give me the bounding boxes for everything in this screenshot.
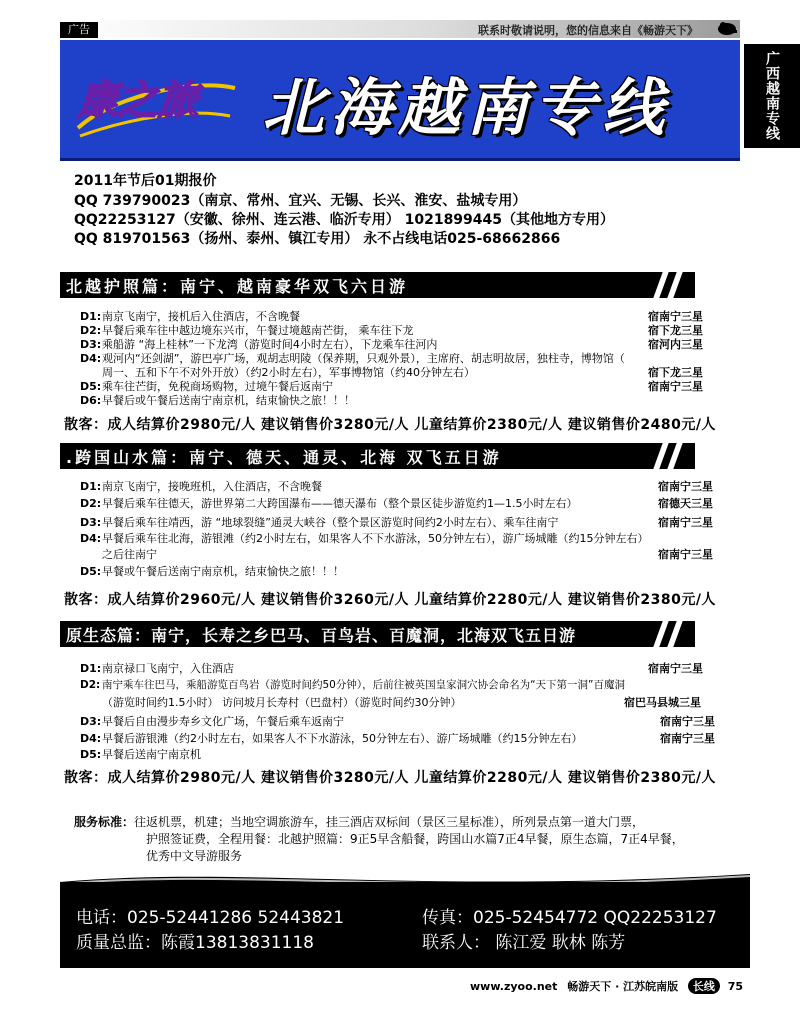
itinerary-line: （游览时间约1.5小时） 访问坡月长寿村（巴盘村）（游览时间约30分钟） xyxy=(102,696,462,709)
bar-slash xyxy=(653,443,668,469)
itinerary-line: D3:乘船游 “海上桂林”一下龙湾（游览时间4小时左右），下龙乘车往河内 xyxy=(80,338,438,351)
quote-qq-1: QQ 739790023（南京、常州、宜兴、无锡、长兴、淮安、盐城专用） xyxy=(74,193,527,209)
stay-note: 宿南宁三星 xyxy=(648,380,703,393)
service-line: 服务标准：往返机票，机建；当地空调旅游车，挂三酒店双标间（景区三星标准），所列景点第一道大门票， xyxy=(74,815,645,829)
section-title: 原生态篇：南宁，长寿之乡巴马、百鸟岩、百魔洞，北海双飞五日游 xyxy=(66,626,577,645)
quote-qq-2: QQ22253127（安徽、徐州、连云港、临沂专用） 1021899445（其他地方专用） xyxy=(74,212,615,228)
stay-note: 宿南宁三星 xyxy=(648,310,703,323)
itinerary-line: D4:观河内“还剑湖”，游巴亭广场，观胡志明陵（保养期，只观外景），主席府、胡志明故居，独柱寺，博物馆（ xyxy=(80,352,625,365)
quote-period: 2011年节后01期报价 xyxy=(74,173,217,189)
ad-tag: 广告 xyxy=(60,22,98,38)
stay-note: 宿下龙三星 xyxy=(648,366,703,379)
section-title: .跨国山水篇：南宁、德天、通灵、北海 双飞五日游 xyxy=(66,448,502,467)
page-footer xyxy=(470,978,743,994)
contact-persons: 联系人： 陈江爱 耿林 陈芳 xyxy=(422,933,626,953)
itinerary-line: D1:南京飞南宁，接晚班机，入住酒店，不含晚餐 xyxy=(80,480,322,493)
stay-note: 宿下龙三星 xyxy=(648,324,703,337)
itinerary-line: D2:早餐后乘车往中越边境东兴市，午餐过境越南芒街， 乘车往下龙 xyxy=(80,324,414,337)
stay-note: 宿南宁三星 xyxy=(660,732,715,745)
section-title: 北越护照篇：南宁、越南豪华双飞六日游 xyxy=(66,277,409,296)
stay-note: 宿南宁三星 xyxy=(658,480,713,493)
price-line: 散客：成人结算价2960元/人 建议销售价3260元/人 儿童结算价2280元/人 建议销售价2380元/人 xyxy=(64,592,716,608)
stay-note: 宿南宁三星 xyxy=(648,662,703,675)
itinerary-line: 周一、五和下午不对外开放）（约2小时左右），军事博物馆（约40分钟左右） xyxy=(102,366,475,379)
itinerary-line: D3:早餐后乘车往靖西，游 “地球裂缝”通灵大峡谷（整个景区游览时间约2小时左右）、乘车往南宁 xyxy=(80,516,559,529)
itinerary-line: D4:早餐后乘车往北海，游银滩（约2小时左右，如果客人不下水游泳，50分钟左右），游广场城雕（约15分钟左右） xyxy=(80,532,649,545)
bar-slash xyxy=(667,621,682,647)
banner-title: 北海越南专线 xyxy=(262,71,671,144)
bar-slash xyxy=(667,272,682,298)
itinerary-line: D5:乘车往芒街，免税商场购物，过境午餐后返南宁 xyxy=(80,380,333,393)
itinerary-line: D5:早餐或午餐后送南宁南京机，结束愉快之旅！！！ xyxy=(80,565,344,578)
quote-qq-3: QQ 819701563（扬州、泰州、镇江专用） 永不占线电话025-68662866 xyxy=(74,231,561,247)
magazine-name: 畅游天下 · 江苏皖南版 xyxy=(567,980,679,993)
itinerary-line: D1:南京禄口飞南宁，入住酒店 xyxy=(80,662,234,675)
itinerary-line: D3:早餐后自由漫步寿乡文化广场，午餐后乘车返南宁 xyxy=(80,715,344,728)
section-pill: 长线 xyxy=(688,978,720,994)
service-label: 服务标准： xyxy=(74,815,135,829)
bar-slash xyxy=(667,443,682,469)
svg-text:康之旅: 康之旅 xyxy=(78,78,198,124)
logo xyxy=(70,58,240,144)
mascot-icon xyxy=(716,18,738,36)
quality-supervisor: 质量总监：陈霞13813831118 xyxy=(76,933,314,953)
section-header xyxy=(60,272,695,298)
stay-note: 宿南宁三星 xyxy=(658,548,713,561)
itinerary-line: D4:早餐后游银滩（约2小时左右，如果客人不下水游泳，50分钟左右）、游广场城雕（约15分钟左右） xyxy=(80,732,583,745)
price-line: 散客：成人结算价2980元/人 建议销售价3280元/人 儿童结算价2280元/人 建议销售价2380元/人 xyxy=(64,770,716,786)
site-url: www.zyoo.net xyxy=(470,980,558,993)
stay-note: 宿河内三星 xyxy=(648,338,703,351)
service-line: 优秀中文导游服务 xyxy=(146,849,243,863)
itinerary-line: 之后往南宁 xyxy=(102,548,157,561)
service-line: 护照签证费，全程用餐：北越护照篇：9正5早含船餐，跨国山水篇7正4早餐，原生态篇，7正4早餐， xyxy=(146,832,684,846)
bar-slash xyxy=(653,272,668,298)
itinerary-line: D2: 南宁乘车往巴马，乘船游览百鸟岩（游览时间约50分钟），后前往被英国皇家洞穴协会命名为“天下第一洞”百魔洞 xyxy=(80,679,625,691)
page-number: 75 xyxy=(727,980,744,993)
stay-note: 宿南宁三星 xyxy=(660,715,715,728)
top-note: 联系时敬请说明，您的信息来自《畅游天下》 xyxy=(478,24,698,37)
stay-note: 宿巴马县城三星 xyxy=(624,696,701,709)
itinerary-line: D1:南京飞南宁，接机后入住酒店，不含晚餐 xyxy=(80,310,300,323)
itinerary-line: D5:早餐后送南宁南京机 xyxy=(80,748,201,761)
stay-note: 宿德天三星 xyxy=(658,497,713,510)
itinerary-line: D2:早餐后乘车往德天，游世界第二大跨国瀑布——德天瀑布（整个景区徒步游览约1—1.5小时左右） xyxy=(80,497,578,510)
section-header xyxy=(60,443,695,469)
bar-slash xyxy=(653,621,668,647)
itinerary-line: D6:早餐后或午餐后送南宁南京机，结束愉快之旅！！！ xyxy=(80,394,355,407)
fax: 传真：025-52454772 QQ22253127 xyxy=(422,908,717,928)
price-line: 散客：成人结算价2980元/人 建议销售价3280元/人 儿童结算价2380元/人 建议销售价2480元/人 xyxy=(64,417,716,433)
section-header xyxy=(60,621,695,647)
side-tab: 广西越南专线 xyxy=(744,44,800,148)
stay-note: 宿南宁三星 xyxy=(658,516,713,529)
phone: 电话：025-52441286 52443821 xyxy=(76,908,345,928)
